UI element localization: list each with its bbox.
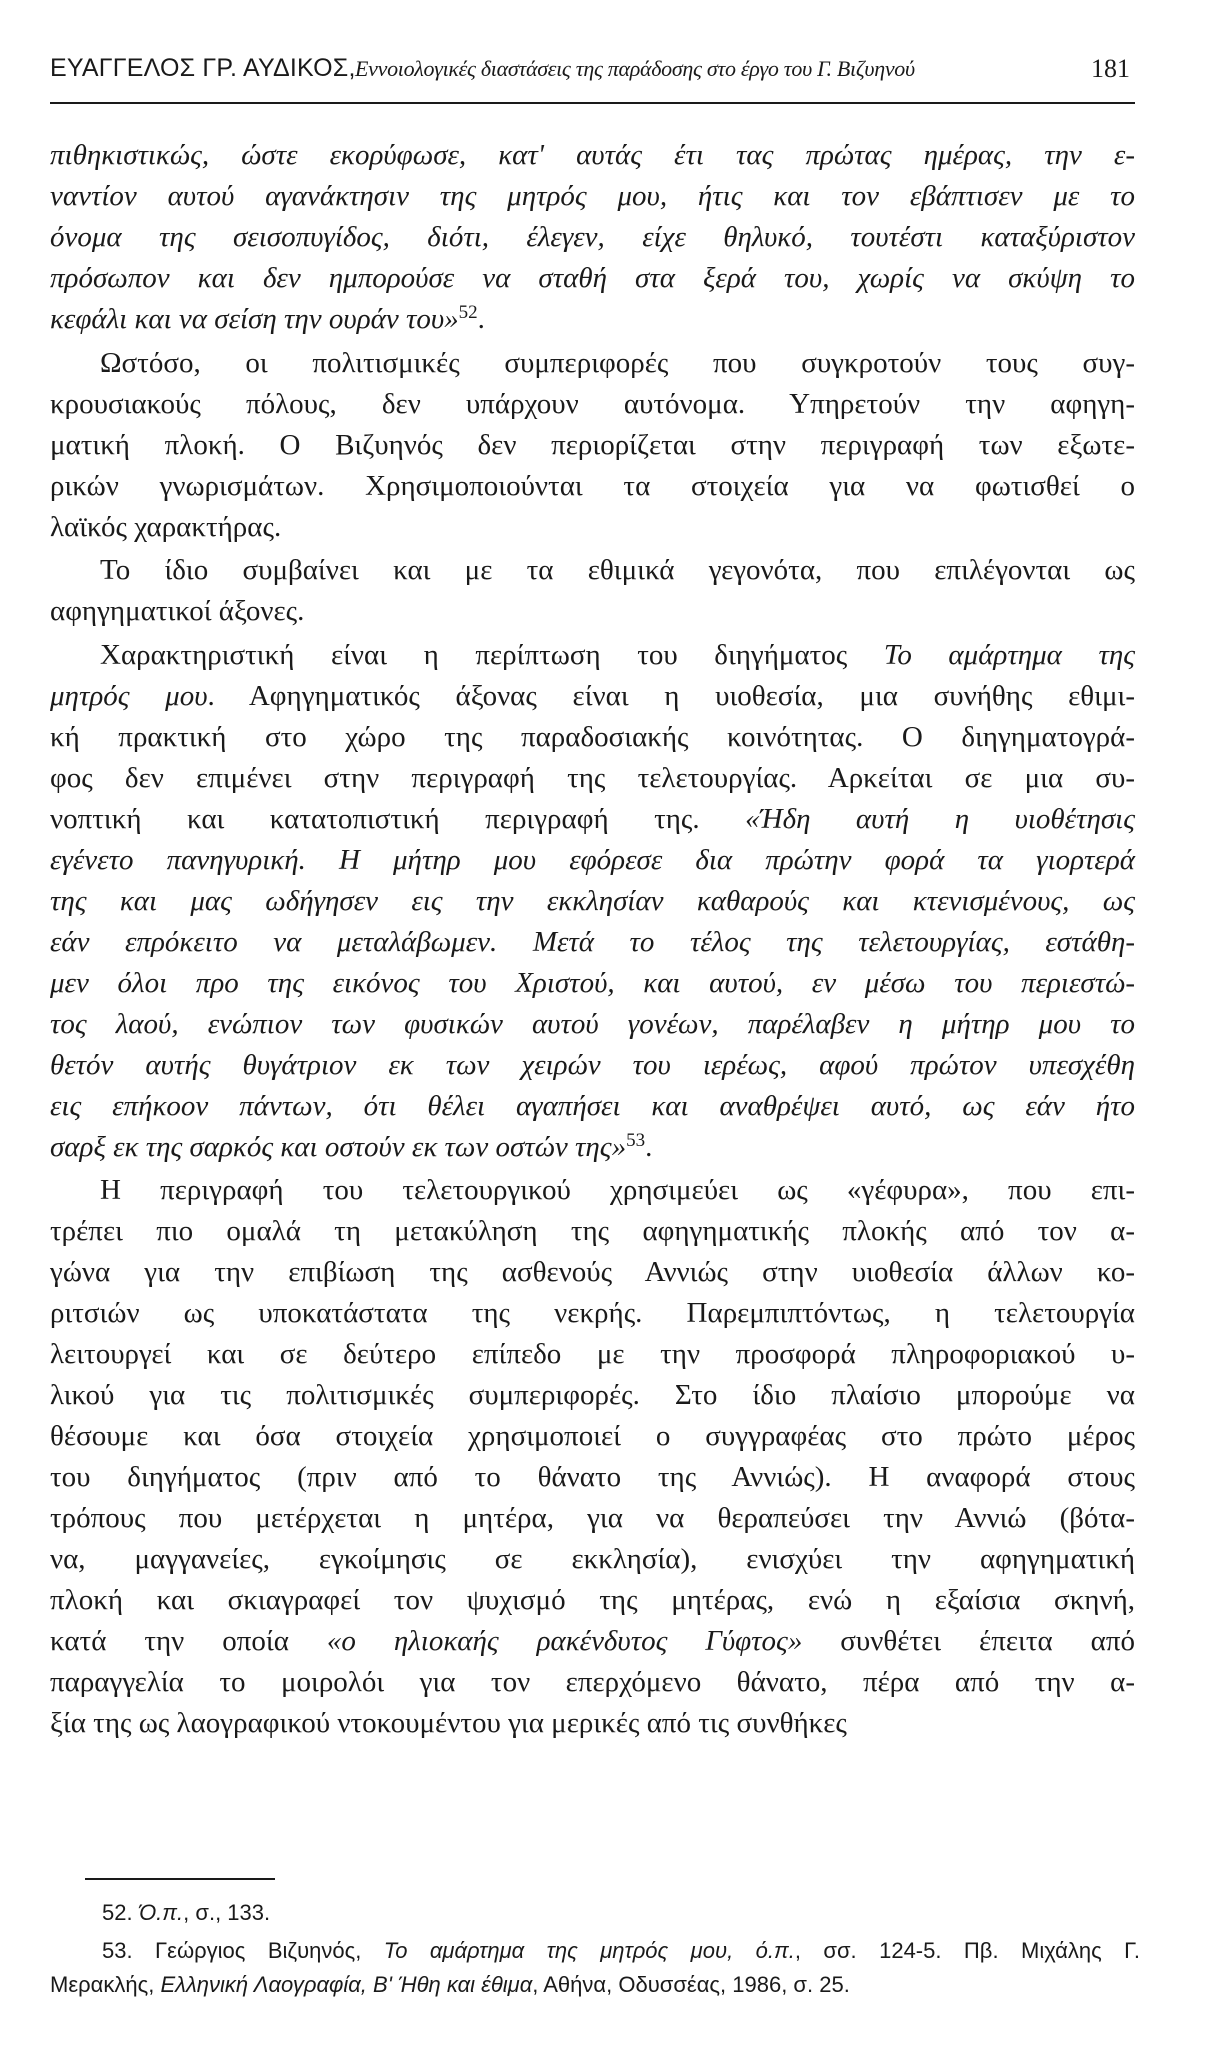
line-text: τρέπει πιο ομαλά τη μετακύληση της αφηγηματικής πλοκής από τον α- [50, 1215, 1135, 1247]
footnote-ref: 53 [626, 1130, 646, 1151]
footnote-ref: 52 [458, 302, 478, 323]
line-text: ρικών γνωρισμάτων. Χρησιμοποιούνται τα στοιχεία για να φωτισθεί ο [50, 470, 1135, 502]
text-line [50, 1703, 1135, 1743]
footnote-text: Γεώργιος Βιζυηνός, [155, 1938, 384, 1963]
text-line [50, 676, 1135, 716]
line-text: συνθέτει έπειτα από [802, 1625, 1135, 1657]
text-line [50, 299, 1135, 339]
page-number: 181 [1091, 54, 1130, 83]
line-text: . [645, 1131, 653, 1163]
italic-text: «ο ηλιοκαής ρακένδυτος Γύφτος» [326, 1625, 803, 1657]
line-text: κή πρακτική στο χώρο της παραδοσιακής κοινότητας. Ο διηγηματογρά- [50, 721, 1135, 753]
footnote-citation: Ό.π. [138, 1900, 184, 1925]
footnote-number: 53. [102, 1938, 133, 1963]
text-line [50, 1621, 1135, 1661]
line-text: . Αφηγηματικός άξονας είναι η υιοθεσία, μια συνήθης εθιμι- [207, 680, 1135, 712]
header-book-title: Εννοιολογικές διαστάσεις της παράδοσης στο έργο του Γ. Βιζυηνού [355, 56, 915, 81]
footnote-text: , σ., 133. [183, 1900, 271, 1925]
text-line [50, 963, 1135, 1003]
italic-text: σαρξ εκ της σαρκός και οστούν εκ των οστών της» [50, 1131, 627, 1163]
line-text: γώνα για την επιβίωση της ασθενούς Αννιώς στην υιοθεσία άλλων κο- [50, 1256, 1135, 1288]
line-text: ματική πλοκή. Ο Βιζυηνός δεν περιορίζεται στην περιγραφή των εξωτε- [50, 429, 1135, 461]
line-text: φος δεν επιμένει στην περιγραφή της τελετουργίας. Αρκείται σε μια συ- [50, 762, 1135, 794]
footnote-number: 52. [102, 1900, 133, 1925]
line-text: τρόπους που μετέρχεται η μητέρα, για να θεραπεύσει την Αννιώ (βότα- [50, 1502, 1135, 1534]
footnote-text: , Αθήνα, Οδυσσέας, 1986, σ. 25. [532, 1972, 850, 1997]
text-line [50, 1416, 1135, 1456]
line-text: λαϊκός χαρακτήρας. [50, 511, 282, 543]
line-text: ριτσιών ως υποκατάστατα της νεκρής. Παρεμπιπτόντως, η τελετουργία [50, 1297, 1135, 1329]
text-line [50, 507, 1135, 547]
footnote-52 [102, 1898, 270, 1928]
header-author: ΕΥΑΓΓΕΛΟΣ ΓΡ. ΑΥΔΙΚΟΣ, [50, 54, 356, 82]
text-line [50, 1127, 1135, 1167]
line-text: Η περιγραφή του τελετουργικού χρησιμεύει ως «γέφυρα», που επι- [100, 1174, 1135, 1206]
line-text: πλοκή και σκιαγραφεί τον ψυχισμό της μητέρας, ενώ η εξαίσια σκηνή, [50, 1584, 1135, 1616]
footnote-text: Μερακλής, [50, 1972, 161, 1997]
text-line [50, 717, 1135, 757]
footnote-rule [85, 1878, 275, 1880]
book-page [50, 50, 1140, 2010]
italic-text: μητρός μου [50, 680, 208, 712]
header-rule [50, 102, 1135, 104]
line-text: του διηγήματος (πριν από το θάνατο της Αννιώς). Η αναφορά στους [50, 1461, 1135, 1493]
italic-text: Το αμάρτημα της [883, 639, 1135, 671]
text-line [50, 425, 1135, 465]
text-line [50, 176, 1135, 216]
text-line [50, 591, 1135, 631]
text-line [50, 384, 1135, 424]
text-line [50, 217, 1135, 257]
text-line [50, 1045, 1135, 1085]
text-line [50, 466, 1135, 506]
text-line [100, 635, 1135, 675]
text-line [50, 1334, 1135, 1374]
footnote-53 [102, 1936, 1140, 1966]
line-text: όνομα της σεισοπυγίδος, διότι, έλεγεν, είχε θηλυκό, τουτέστι καταξύριστον [50, 221, 1135, 253]
line-text: πρόσωπον και δεν ημπορούσε να σταθή στα ξερά του, χωρίς να σκύψη το [50, 262, 1135, 294]
footnote-53-continued [50, 1970, 850, 2000]
footnote-citation: Το αμάρτημα της μητρός μου, ό.π. [383, 1938, 795, 1963]
line-text: Το ίδιο συμβαίνει και με τα εθιμικά γεγονότα, που επιλέγονται ως [100, 554, 1135, 586]
line-text: να, μαγγανείες, εγκοίμησις σε εκκλησία), ενισχύει την αφηγηματική [50, 1543, 1135, 1575]
text-line [50, 1662, 1135, 1702]
italic-text: εάν επρόκειτο να μεταλάβωμεν. Μετά το τέλος της τελετουργίας, εστάθη- [50, 926, 1135, 958]
text-line [50, 1293, 1135, 1333]
line-text: αφηγηματικοί άξονες. [50, 595, 305, 627]
italic-text: τος λαού, ενώπιον των φυσικών αυτού γονέων, παρέλαβεν η μήτηρ μου το [50, 1008, 1135, 1040]
line-text: νοπτική και κατατοπιστική περιγραφή της. [50, 803, 746, 835]
text-line [50, 1004, 1135, 1044]
italic-text: εις επήκοον πάντων, ότι θέλει αγαπήσει και αναθρέψει αυτό, ως εάν ήτο [50, 1090, 1135, 1122]
italic-text: «Ήδη αυτή η υιοθέτησις [745, 803, 1136, 835]
line-text: Χαρακτηριστική είναι η περίπτωση του διηγήματος [100, 639, 884, 671]
text-line [50, 881, 1135, 921]
line-text: ναντίον αυτού αγανάκτησιν της μητρός μου, ήτις και τον εβάπτισεν με το [50, 180, 1135, 212]
line-text: κρουσιακούς πόλους, δεν υπάρχουν αυτόνομα. Υπηρετούν την αφηγη- [50, 388, 1135, 420]
italic-text: μεν όλοι προ της εικόνος του Χριστού, και αυτού, εν μέσω του περιεστώ- [50, 967, 1135, 999]
line-text: λικού για τις πολιτισμικές συμπεριφορές. Στο ίδιο πλαίσιο μπορούμε να [50, 1379, 1135, 1411]
running-head [50, 50, 1140, 90]
text-line [50, 1580, 1135, 1620]
text-line [50, 799, 1135, 839]
text-line [50, 1457, 1135, 1497]
italic-text: της και μας ωδήγησεν εις την εκκλησίαν καθαρούς και κτενισμένους, ως [50, 885, 1135, 917]
text-line [50, 758, 1135, 798]
text-line [50, 1211, 1135, 1251]
line-text: Ωστόσο, οι πολιτισμικές συμπεριφορές που συγκροτούν τους συγ- [100, 347, 1135, 379]
text-line [50, 922, 1135, 962]
text-line [50, 1539, 1135, 1579]
text-line [50, 258, 1135, 298]
text-line [50, 1375, 1135, 1415]
text-line [100, 1170, 1135, 1210]
italic-text: θετόν αυτής θυγάτριον εκ των χειρών του ιερέως, αφού πρώτον υπεσχέθη [50, 1049, 1135, 1081]
line-text: παραγγελία το μοιρολόι για τον επερχόμενο θάνατο, πέρα από την α- [50, 1666, 1135, 1698]
line-text: θέσουμε και όσα στοιχεία χρησιμοποιεί ο συγγραφέας στο πρώτο μέρος [50, 1420, 1135, 1452]
text-line [50, 840, 1135, 880]
line-text: ξία της ως λαογραφικού ντοκουμέντου για μερικές από τις συνθήκες [50, 1707, 847, 1739]
line-text: . [477, 303, 485, 335]
text-line [50, 1086, 1135, 1126]
footnote-text: , σσ. 124-5. Πβ. Μιχάλης Γ. [794, 1938, 1140, 1963]
italic-text: εγένετο πανηγυρική. Η μήτηρ μου εφόρεσε δια πρώτην φορά τα γιορτερά [50, 844, 1135, 876]
text-line [50, 1252, 1135, 1292]
line-text: κεφάλι και να σείση την ουράν του» [50, 303, 459, 335]
text-line [100, 343, 1135, 383]
text-line [100, 550, 1135, 590]
footnote-citation: Ελληνική Λαογραφία, Β' Ήθη και έθιμα [160, 1972, 533, 1997]
line-text: πιθηκιστικώς, ώστε εκορύφωσε, κατ' αυτάς έτι τας πρώτας ημέρας, την ε- [50, 139, 1135, 171]
line-text: λειτουργεί και σε δεύτερο επίπεδο με την προσφορά πληροφοριακού υ- [50, 1338, 1135, 1370]
text-line [50, 1498, 1135, 1538]
line-text: κατά την οποία [50, 1625, 327, 1657]
text-line [50, 135, 1135, 175]
